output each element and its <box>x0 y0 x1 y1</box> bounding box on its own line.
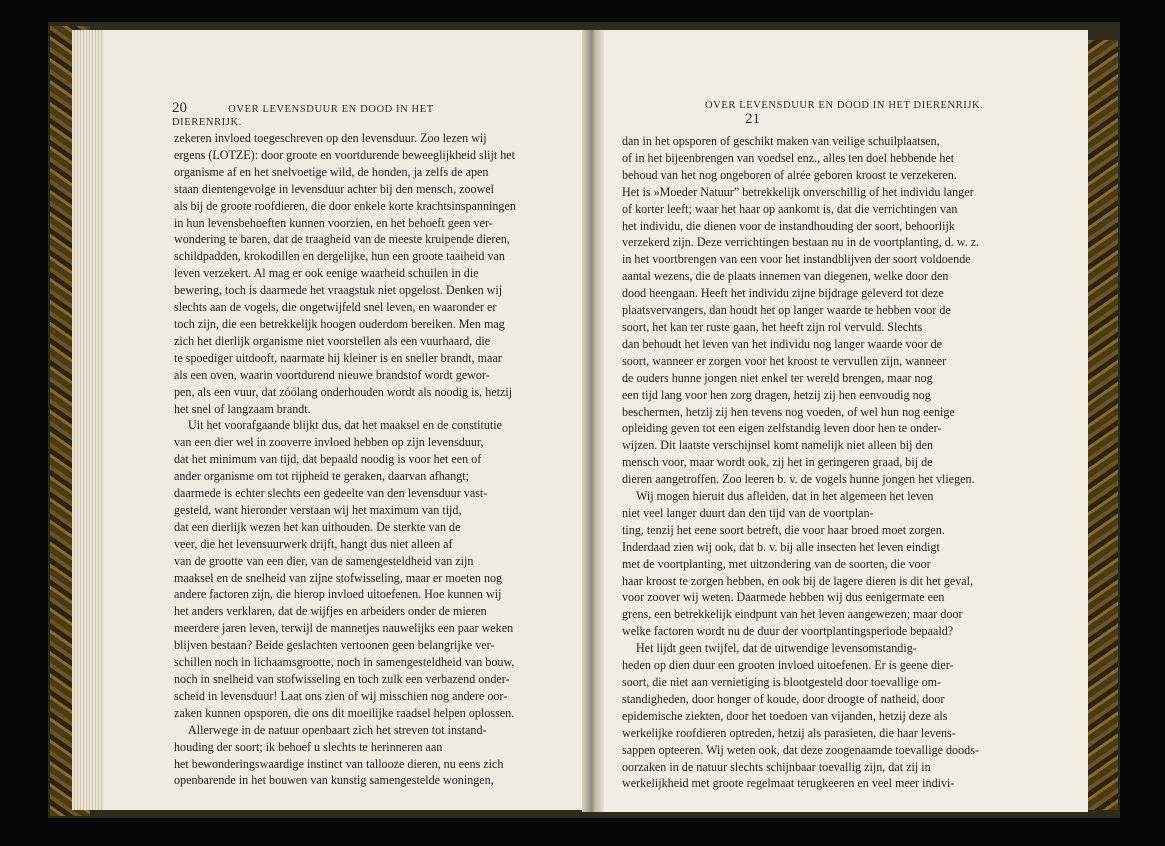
text-line: dan in het opsporen of geschikt maken van veilige schuilplaatsen, <box>622 134 940 148</box>
text-line: werkelijke roofdieren optreden, hetzij als parasieten, die haar levens- <box>622 725 956 740</box>
text-line: dat een dierlijk wezen het kan uithouden. De sterkte van de <box>174 519 461 534</box>
text-line: mensch voor, maar wordt ook, zij het in geringeren graad, bij de <box>622 455 933 470</box>
text-line: heden op dien duur een grooten invloed uitoefenen. Er is geene dier- <box>622 658 954 673</box>
text-line: Uit het voorafgaande blijkt dus, dat het maaksel en de constitutie <box>188 418 503 433</box>
text-line: organisme af en het snelvoetige wild, de honden, ja zelfs de apen <box>174 164 489 179</box>
text-line: als een oven, waarin voortdurend nieuwe brandstof wordt gewor- <box>174 367 490 382</box>
text-line: Allerwege in de natuur openbaart zich het streven tot instand- <box>188 722 487 737</box>
text-line: haar kroost te zorgen hebben, en ook bij de lagere dieren is dit het geval, <box>622 573 974 588</box>
text-line: maaksel en de snelheid van zijne stofwisseling, maar er moeten nog <box>174 570 503 585</box>
text-line: daarmede is echter slechts een gedeelte van den levensduur vast- <box>174 486 488 501</box>
text-line: openbarende in het bouwen van kunstig samengestelde woningen, <box>174 773 494 788</box>
text-line: standigheden, door honger of koude, door droogte of natheid, door <box>622 691 945 706</box>
text-line: noch in snelheid van stofwisseling en toch zulk een verbazend onder- <box>174 672 510 686</box>
text-line: schildpadden, krokodillen en dergelijke, hun een groote taaiheid van <box>174 249 505 264</box>
left-page-header <box>172 100 502 128</box>
text-line: gesteld, want hieronder verstaan wij het maximum van tijd, <box>174 502 462 517</box>
text-line: opleiding geven tot een eigen zelfstandig leven door hen te onder- <box>622 421 942 436</box>
text-line: sappen opteeren. Wij weten ook, dat deze zoogenaamde toevallige doods- <box>622 742 979 757</box>
text-line: schillen noch in lichaamsgrootte, noch in samengesteldheid van bouw, <box>174 655 515 670</box>
text-line: soort, wanneer er zorgen voor het kroost te vervullen zijn, wanneer <box>622 353 947 368</box>
text-line: voor zoover wij weten. Daarmede hebben wij dus eenigermate een <box>622 590 945 605</box>
text-line: Het is »Moeder Natuur” betrekkelijk onverschillig of het individu langer <box>622 184 974 199</box>
right-page-header <box>705 100 1035 128</box>
text-line: Inderdaad zien wij ook, dat b. v. bij alle insecten het leven eindigt <box>622 539 940 554</box>
text-line: grens, een betrekkelijk eindpunt van het leven aangewezen; maar door <box>622 607 963 622</box>
text-line: verzekerd zijn. Deze verrichtingen bestaan nu in de voortplanting, d. w. z. <box>622 235 980 250</box>
text-line: werkelijkheid met groote regelmaat terugkeeren en veel meer indivi- <box>622 776 955 791</box>
text-line: het anders verklaren, dat de wijfjes en arbeiders onder de mieren <box>174 604 487 619</box>
text-line: in hun levensbehoeften kunnen voorzien, en het behoeft geen ver- <box>174 215 493 230</box>
text-line: dood heengaan. Heeft het individu zijne bijdrage geleverd tot deze <box>622 286 944 301</box>
text-line: beschermen, hetzij zij hen tevens nog voeden, of wel hun nog eenige <box>622 404 955 419</box>
text-line: dat het minimum van tijd, dat bepaald noodig is voor het een of <box>174 452 482 467</box>
text-line: aantal wezens, die de plaats innemen van diegenen, welke door den <box>622 269 949 284</box>
text-line: niet veel langer duurt dan den tijd van de voortplan- <box>622 505 874 520</box>
text-line: Het lijdt geen twijfel, dat de uitwendige levensomstandig- <box>636 641 917 656</box>
text-line: welke factoren wordt nu de duur der voortplantingsperiode bepaald? <box>622 624 954 639</box>
text-line: ander organisme om tot rijpheid te geraken, daarvan afhangt; <box>174 469 469 484</box>
text-line: ergens (LOTZE): door groote en voortdurende beweeglijkheid slijt het <box>174 147 515 162</box>
text-line: veer, die het levensuurwerk drijft, hangt dus niet alleen af <box>174 536 453 551</box>
text-line: wondering te baren, dat de traagheid van de meeste kruipende dieren, <box>174 232 510 247</box>
right-page-number: 21 <box>745 111 760 127</box>
text-line: ting, tenzij het eene soort betreft, die voor haar broed moet zorgen. <box>622 522 945 537</box>
text-line: het bewonderingswaardige instinct van tallooze dieren, nu eens zich <box>174 756 504 771</box>
text-line: bewering, toch is daarmede het vraagstuk niet opgelost. Denken wij <box>174 283 503 298</box>
text-line: Wij mogen hieruit dus afleiden, dat in het algemeen het leven <box>636 489 934 504</box>
text-line: soort, die niet aan vernietiging is blootgesteld door toevallige om- <box>622 675 942 689</box>
text-line: de ouders hunne jongen niet enkel ter wereld brengen, maar nog <box>622 370 933 385</box>
text-line: met de voortplanting, met uitzondering van de soorten, die voor <box>622 556 931 571</box>
right-running-head: OVER LEVENSDUUR EN DOOD IN HET DIERENRIJK. <box>705 100 984 111</box>
text-line: of korter leeft; waar het haar op aankomt is, dat die verrichtingen van <box>622 201 958 216</box>
text-line: zaken kunnen opsporen, die ons dit moeilijke raadsel helpen oplossen. <box>174 705 515 720</box>
text-line: toch zijn, die een betrekkelijk hoogen ouderdom bereiken. Men mag <box>174 316 505 331</box>
text-line: soort, het kan ter ruste gaan, het heeft zijn rol vervuld. Slechts <box>622 319 923 334</box>
text-line: als bij de groote roofdieren, die door enkele korte krachtsinspanningen <box>174 198 516 213</box>
text-line: dieren aangetroffen. Zoo leeren b. v. de vogels hunne jongen het vliegen. <box>622 472 975 487</box>
text-line: van een dier wel in zooverre invloed hebben op zijn levensduur, <box>174 435 484 450</box>
marbled-edge-right <box>1088 40 1118 810</box>
text-line: het snel of langzaam brandt. <box>174 401 311 416</box>
text-line: te spoediger uitdooft, naarmate hij kleiner is en sneller brandt, maar <box>174 350 502 365</box>
text-line: houding der soort; ik behoef u slechts te herinneren aan <box>174 739 443 754</box>
text-line: het individu, die dienen voor de instandhouding der soort, behoorlijk <box>622 218 955 233</box>
text-line: oorzaken in de natuur slechts schijnbaar toevallig zijn, dat zij in <box>622 759 931 774</box>
text-line: blijven bestaan? Beide geslachten vertoonen geen belangrijke ver- <box>174 638 495 653</box>
text-line: dan behoudt het leven van het individu nog langer waarde voor de <box>622 336 943 351</box>
text-line: een tijd lang voor hen zorg dragen, hetzij zij hen eenvoudig nog <box>622 387 931 402</box>
left-running-head: OVER LEVENSDUUR EN DOOD IN HET DIERENRIJK. <box>172 104 434 128</box>
text-line: andere factoren zijn, die hierop invloed uitoefenen. Hoe kunnen wij <box>174 587 502 602</box>
text-line: zich het dierlijk organisme niet voorstellen als een vuurhaard, die <box>174 333 491 348</box>
left-page-body <box>174 130 542 789</box>
text-line: leven verzekert. Al mag er ook eenige waarheid schuilen in die <box>174 266 479 281</box>
text-line: epidemische ziekten, door het toedoen van vijanden, hetzij deze als <box>622 708 948 723</box>
text-line: plaatsvervangers, dan houdt het op langer waarde te hebben voor de <box>622 303 951 318</box>
text-line: staan dientengevolge in levensduur achter bij den mensch, zoowel <box>174 181 495 196</box>
book-gutter <box>582 30 604 812</box>
left-page-number: 20 <box>172 100 187 116</box>
right-page-body <box>622 133 1012 792</box>
text-line: zekeren invloed toegeschreven op den levensduur. Zoo lezen wij <box>174 131 487 145</box>
text-line: behoud van het nog ongeboren of alrée geboren kroost te verzekeren. <box>622 167 957 182</box>
text-line: van de grootte van een dier, van de samengesteldheid van zijn <box>174 553 474 568</box>
text-line: in het voortbrengen van een voor het instandblijven der soort voldoende <box>622 252 971 267</box>
text-line: scheid in levensduur! Laat ons zien of wij misschien nog andere oor- <box>174 688 508 703</box>
text-line: of in het bijeenbrengen van voedsel enz., alles ten doel hebbende het <box>622 150 955 165</box>
text-line: pen, als een vuur, dat zóólang onderhouden wordt als noodig is, hetzij <box>174 384 513 399</box>
text-line: wijzen. Dit laatste verschijnsel komt namelijk niet alleen bij den <box>622 438 933 453</box>
text-line: slechts aan de vogels, die ongetwijfeld snel leven, en waaronder er <box>174 300 497 315</box>
page-edges-left <box>72 30 108 810</box>
text-line: meerdere jaren leven, terwijl de mannetjes nauwelijks een paar weken <box>174 621 514 636</box>
